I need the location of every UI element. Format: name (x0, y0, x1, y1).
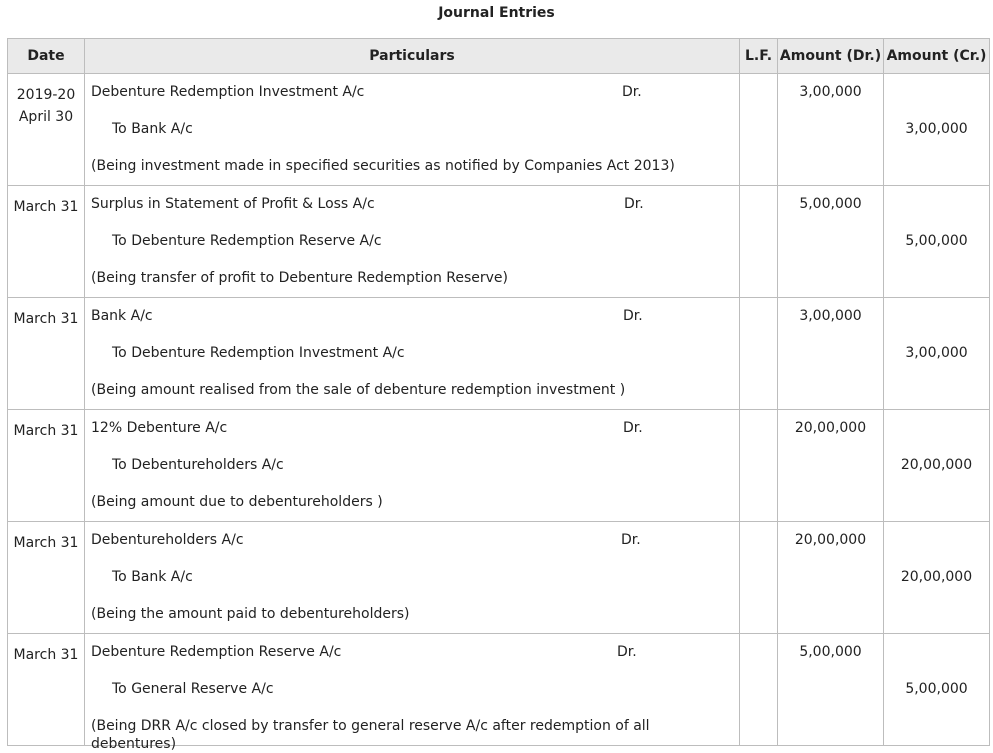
journal-table (7, 38, 990, 752)
dr-mark: Dr. (623, 420, 643, 436)
debit-line (85, 298, 739, 335)
entry-amount-cr (884, 634, 990, 746)
entry-amount-dr (778, 298, 884, 410)
narration: (Being amount realised from the sale of debenture redemption investment ) (91, 382, 626, 398)
dr-mark: Dr. (623, 308, 643, 324)
narration: (Being investment made in specified securities as notified by Companies Act 2013) (91, 158, 675, 174)
credit-line (85, 671, 739, 708)
debit-account: Debenture Redemption Reserve A/c (91, 644, 342, 660)
amount-dr-value: 20,00,000 (794, 420, 867, 436)
debit-account: Surplus in Statement of Profit & Loss A/c (91, 196, 375, 212)
narration: (Being transfer of profit to Debenture Redemption Reserve) (91, 270, 509, 286)
entry-amount-cr (884, 298, 990, 410)
journal-entry-row (8, 522, 990, 634)
narration: (Being amount due to debentureholders ) (91, 494, 383, 510)
journal-entry-row (8, 186, 990, 298)
amount-cr-value: 20,00,000 (900, 569, 973, 585)
narration-line (85, 372, 739, 409)
entry-date-line1: March 31 (13, 199, 79, 215)
entry-date-line1: March 31 (13, 647, 79, 663)
debit-account: Debenture Redemption Investment A/c (91, 84, 365, 100)
entry-date-line1: March 31 (13, 535, 79, 551)
dr-mark: Dr. (622, 84, 642, 100)
entry-date-line2: April 30 (18, 109, 74, 125)
credit-account: To Bank A/c (112, 121, 193, 137)
amount-cr-value: 5,00,000 (905, 233, 968, 249)
entry-particulars (85, 522, 740, 634)
narration-line (85, 708, 739, 752)
header-row (8, 39, 990, 74)
narration-line (85, 260, 739, 297)
dr-mark: Dr. (624, 196, 644, 212)
entry-amount-dr (778, 634, 884, 746)
entry-date (8, 298, 85, 410)
amount-cr-value: 3,00,000 (905, 345, 968, 361)
entry-amount-cr (884, 186, 990, 298)
header-date: Date (8, 39, 85, 74)
entry-amount-dr (778, 410, 884, 522)
amount-cr-value: 3,00,000 (905, 121, 968, 137)
narration-line (85, 596, 739, 633)
credit-line (85, 559, 739, 596)
entry-date-line1: March 31 (13, 311, 79, 327)
entry-particulars (85, 74, 740, 186)
debit-line (85, 74, 739, 111)
header-lf: L.F. (740, 39, 778, 74)
journal-entry-row (8, 298, 990, 410)
journal-entry-row (8, 410, 990, 522)
debit-line (85, 186, 739, 223)
dr-mark: Dr. (617, 644, 637, 660)
entry-date-line1: 2019-20 (16, 87, 76, 103)
entry-amount-cr (884, 410, 990, 522)
credit-line (85, 335, 739, 372)
credit-account: To General Reserve A/c (112, 681, 274, 697)
narration: (Being DRR A/c closed by transfer to general reserve A/c after redemption of all debentures) (91, 718, 650, 752)
entry-amount-cr (884, 74, 990, 186)
entry-date-line1: March 31 (13, 423, 79, 439)
entry-date (8, 74, 85, 186)
entry-date (8, 186, 85, 298)
amount-dr-value: 5,00,000 (799, 196, 862, 212)
credit-account: To Debenture Redemption Investment A/c (112, 345, 405, 361)
debit-account: Debentureholders A/c (91, 532, 244, 548)
amount-dr-value: 3,00,000 (799, 84, 862, 100)
narration-line (85, 148, 739, 185)
entry-lf (740, 634, 778, 746)
entry-particulars (85, 410, 740, 522)
narration-line (85, 484, 739, 521)
credit-line (85, 447, 739, 484)
debit-account: Bank A/c (91, 308, 153, 324)
entry-amount-dr (778, 186, 884, 298)
entry-lf (740, 74, 778, 186)
entry-particulars (85, 298, 740, 410)
entry-date (8, 634, 85, 746)
credit-line (85, 223, 739, 260)
entry-lf (740, 522, 778, 634)
amount-dr-value: 20,00,000 (794, 532, 867, 548)
credit-account: To Bank A/c (112, 569, 193, 585)
amount-cr-value: 20,00,000 (900, 457, 973, 473)
entry-particulars (85, 186, 740, 298)
debit-line (85, 410, 739, 447)
header-amount-dr: Amount (Dr.) (778, 39, 884, 74)
journal-entry-row (8, 634, 990, 746)
entry-particulars (85, 634, 740, 752)
credit-account: To Debentureholders A/c (112, 457, 284, 473)
entry-amount-dr (778, 522, 884, 634)
entry-date (8, 410, 85, 522)
amount-cr-value: 5,00,000 (905, 681, 968, 697)
entry-amount-cr (884, 522, 990, 634)
page-title: Journal Entries (438, 5, 555, 21)
entry-amount-dr (778, 74, 884, 186)
credit-account: To Debenture Redemption Reserve A/c (112, 233, 382, 249)
debit-line (85, 522, 739, 559)
narration: (Being the amount paid to debentureholders) (91, 606, 410, 622)
amount-dr-value: 5,00,000 (799, 644, 862, 660)
amount-dr-value: 3,00,000 (799, 308, 862, 324)
debit-account: 12% Debenture A/c (91, 420, 228, 436)
entry-lf (740, 410, 778, 522)
journal-entry-row (8, 74, 990, 186)
header-particulars: Particulars (85, 39, 740, 74)
header-amount-cr: Amount (Cr.) (884, 39, 990, 74)
entry-lf (740, 298, 778, 410)
debit-line (85, 634, 739, 671)
entry-lf (740, 186, 778, 298)
dr-mark: Dr. (621, 532, 641, 548)
credit-line (85, 111, 739, 148)
entry-date (8, 522, 85, 634)
